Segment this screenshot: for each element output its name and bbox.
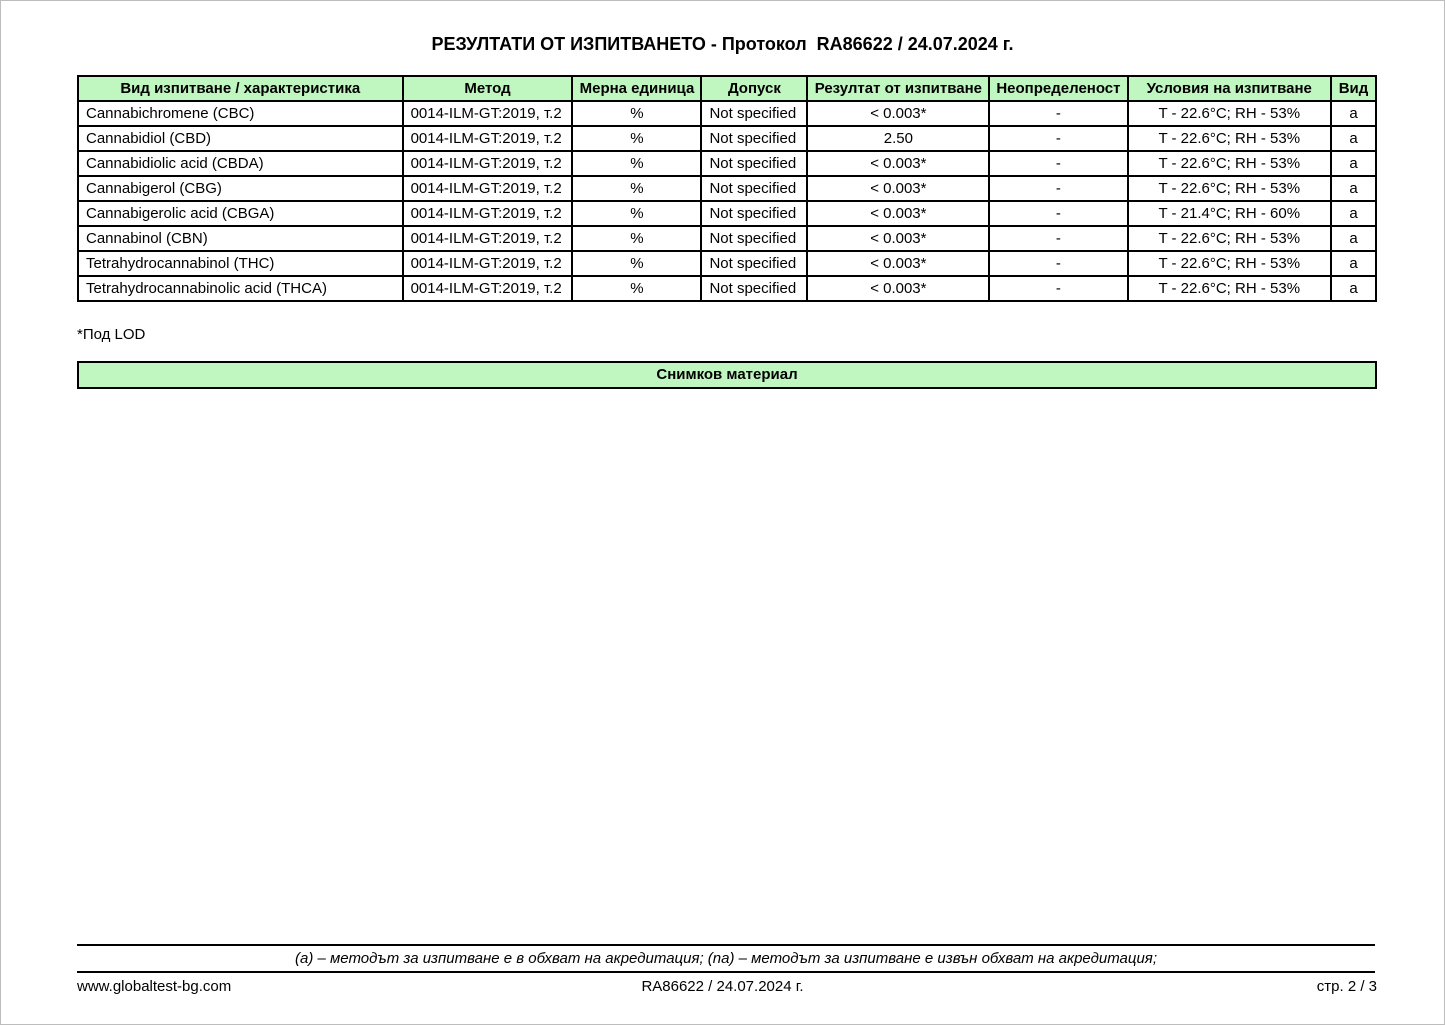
cell-kind: a: [1331, 251, 1376, 276]
cell-tolerance: Not specified: [701, 201, 807, 226]
cell-uncertainty: -: [989, 101, 1127, 126]
cell-test-type: Cannabichromene (CBC): [78, 101, 403, 126]
cell-result: < 0.003*: [807, 101, 989, 126]
cell-result: < 0.003*: [807, 226, 989, 251]
photo-material-section-header: Снимков материал: [77, 361, 1377, 389]
cell-kind: a: [1331, 201, 1376, 226]
cell-conditions: T - 22.6°C; RH - 53%: [1128, 151, 1331, 176]
cell-method: 0014-ILM-GT:2019, т.2: [403, 226, 573, 251]
column-header-method: Метод: [403, 76, 573, 101]
cell-tolerance: Not specified: [701, 276, 807, 301]
document-title: РЕЗУЛТАТИ ОТ ИЗПИТВАНЕТО - Протокол RA86622 / 24.07.2024 г.: [431, 34, 1014, 54]
table-row: [78, 151, 1376, 176]
cell-result: < 0.003*: [807, 201, 989, 226]
cell-unit: %: [572, 101, 701, 126]
cell-conditions: T - 22.6°C; RH - 53%: [1128, 126, 1331, 151]
column-header-kind: Вид: [1331, 76, 1376, 101]
table-row: [78, 101, 1376, 126]
cell-unit: %: [572, 151, 701, 176]
column-header-test-type: Вид изпитване / характеристика: [78, 76, 403, 101]
cell-unit: %: [572, 201, 701, 226]
cell-uncertainty: -: [989, 151, 1127, 176]
cell-conditions: T - 21.4°C; RH - 60%: [1128, 201, 1331, 226]
cell-test-type: Cannabigerol (CBG): [78, 176, 403, 201]
cell-method: 0014-ILM-GT:2019, т.2: [403, 126, 573, 151]
cell-uncertainty: -: [989, 226, 1127, 251]
footer-website: www.globaltest-bg.com: [77, 978, 232, 995]
cell-conditions: T - 22.6°C; RH - 53%: [1128, 176, 1331, 201]
footer-protocol-number: RA86622 / 24.07.2024 г.: [641, 978, 804, 995]
column-header-uncertainty: Неопределеност: [989, 76, 1127, 101]
cell-conditions: T - 22.6°C; RH - 53%: [1128, 226, 1331, 251]
cell-test-type: Cannabinol (CBN): [78, 226, 403, 251]
cell-unit: %: [572, 276, 701, 301]
cell-test-type: Cannabidiolic acid (CBDA): [78, 151, 403, 176]
cell-result: < 0.003*: [807, 276, 989, 301]
cell-kind: a: [1331, 126, 1376, 151]
column-header-unit: Мерна единица: [572, 76, 701, 101]
cell-method: 0014-ILM-GT:2019, т.2: [403, 251, 573, 276]
table-row: [78, 276, 1376, 301]
cell-method: 0014-ILM-GT:2019, т.2: [403, 101, 573, 126]
cell-result: < 0.003*: [807, 176, 989, 201]
cell-unit: %: [572, 176, 701, 201]
cell-conditions: T - 22.6°C; RH - 53%: [1128, 101, 1331, 126]
cell-uncertainty: -: [989, 201, 1127, 226]
results-table: [77, 75, 1377, 302]
cell-kind: a: [1331, 151, 1376, 176]
cell-result: < 0.003*: [807, 151, 989, 176]
cell-method: 0014-ILM-GT:2019, т.2: [403, 151, 573, 176]
table-row: [78, 201, 1376, 226]
cell-uncertainty: -: [989, 176, 1127, 201]
cell-test-type: Cannabigerolic acid (CBGA): [78, 201, 403, 226]
column-header-conditions: Условия на изпитване: [1128, 76, 1331, 101]
cell-test-type: Cannabidiol (CBD): [78, 126, 403, 151]
footer-page-number: стр. 2 / 3: [1316, 978, 1377, 995]
table-header-row: [78, 76, 1376, 101]
cell-tolerance: Not specified: [701, 226, 807, 251]
cell-method: 0014-ILM-GT:2019, т.2: [403, 276, 573, 301]
cell-unit: %: [572, 251, 701, 276]
cell-tolerance: Not specified: [701, 251, 807, 276]
cell-tolerance: Not specified: [701, 126, 807, 151]
cell-unit: %: [572, 226, 701, 251]
footnote-below-lod: *Под LOD: [77, 326, 146, 343]
cell-kind: a: [1331, 176, 1376, 201]
table-row: [78, 226, 1376, 251]
cell-method: 0014-ILM-GT:2019, т.2: [403, 201, 573, 226]
table-row: [78, 251, 1376, 276]
cell-conditions: T - 22.6°C; RH - 53%: [1128, 251, 1331, 276]
cell-conditions: T - 22.6°C; RH - 53%: [1128, 276, 1331, 301]
cell-test-type: Tetrahydrocannabinolic acid (THCA): [78, 276, 403, 301]
footer-divider-bottom: [77, 971, 1375, 973]
cell-result: 2.50: [807, 126, 989, 151]
cell-kind: a: [1331, 101, 1376, 126]
footer-divider-top: [77, 944, 1375, 946]
column-header-tolerance: Допуск: [701, 76, 807, 101]
column-header-result: Резултат от изпитване: [807, 76, 989, 101]
cell-method: 0014-ILM-GT:2019, т.2: [403, 176, 573, 201]
table-row: [78, 176, 1376, 201]
cell-uncertainty: -: [989, 251, 1127, 276]
cell-test-type: Tetrahydrocannabinol (THC): [78, 251, 403, 276]
accreditation-legend: (a) – методът за изпитване е в обхват на акредитация; (na) – методът за изпитване е извън обхват на акредитация;: [295, 950, 1157, 967]
cell-tolerance: Not specified: [701, 176, 807, 201]
cell-unit: %: [572, 126, 701, 151]
cell-uncertainty: -: [989, 126, 1127, 151]
cell-tolerance: Not specified: [701, 101, 807, 126]
table-row: [78, 126, 1376, 151]
cell-kind: a: [1331, 226, 1376, 251]
cell-result: < 0.003*: [807, 251, 989, 276]
cell-tolerance: Not specified: [701, 151, 807, 176]
cell-uncertainty: -: [989, 276, 1127, 301]
cell-kind: a: [1331, 276, 1376, 301]
